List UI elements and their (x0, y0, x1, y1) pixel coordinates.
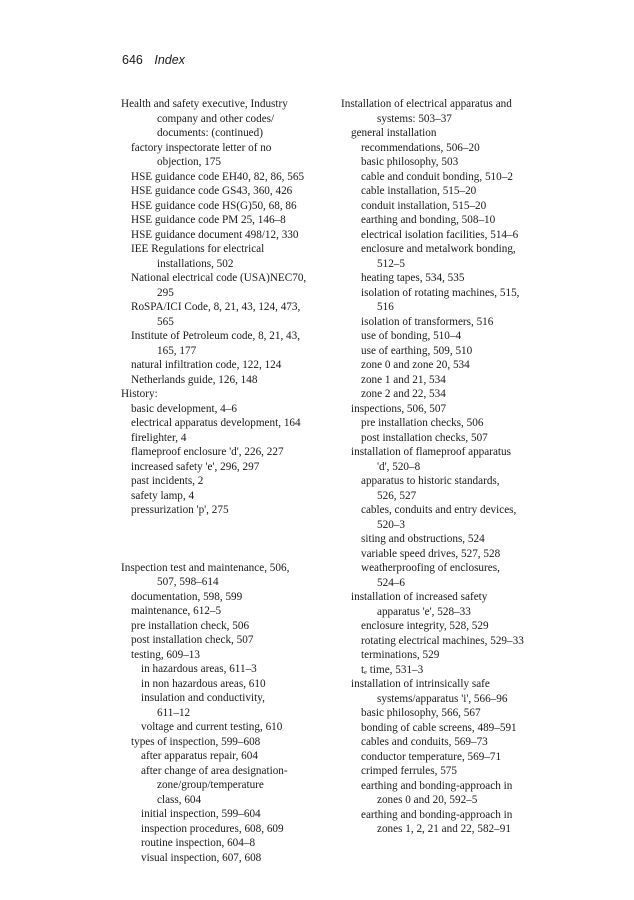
index-entry: electrical apparatus development, 164 (131, 417, 301, 429)
index-entry: tₑ time, 531–3 (361, 663, 424, 676)
index-entry: post installation checks, 507 (361, 431, 488, 444)
index-entry: Institute of Petroleum code, 8, 21, 43, (131, 330, 301, 342)
index-entry: flameproof enclosure 'd', 226, 227 (131, 446, 284, 458)
index-entry: weatherproofing of enclosures, (361, 562, 500, 574)
index-entry: objection, 175 (157, 156, 222, 168)
index-entry: inspections, 506, 507 (351, 402, 447, 415)
index-entry: basic development, 4–6 (131, 402, 237, 415)
index-entry: increased safety 'e', 296, 297 (131, 460, 260, 473)
index-entry: enclosure integrity, 528, 529 (361, 620, 489, 632)
index-heading: Health and safety executive, Industry (121, 98, 288, 110)
index-entry: electrical isolation facilities, 514–6 (361, 228, 519, 241)
index-entry: conduit installation, 515–20 (361, 199, 487, 212)
index-entry: HSE guidance code EH40, 82, 86, 565 (131, 170, 305, 183)
index-entry: 611–12 (157, 706, 191, 719)
index-entry: pre installation check, 506 (131, 619, 250, 632)
index-entry: HSE guidance code GS43, 360, 426 (131, 185, 293, 197)
index-entry: systems/apparatus 'i', 566–96 (377, 692, 508, 705)
page-title: Index (154, 53, 185, 67)
index-entry: isolation of rotating machines, 515, (361, 286, 520, 299)
index-entry: variable speed drives, 527, 528 (361, 547, 501, 560)
index-entry: past incidents, 2 (131, 475, 204, 487)
index-entry: siting and obstructions, 524 (361, 533, 485, 545)
index-entry: pre installation checks, 506 (361, 417, 484, 429)
index-entry: basic philosophy, 503 (361, 156, 459, 168)
index-entry: initial inspection, 599–604 (141, 808, 261, 820)
index-entry: 524–6 (377, 576, 405, 589)
index-entry: cable and conduit bonding, 510–2 (361, 170, 513, 183)
index-entry: installation of flameproof apparatus (351, 446, 511, 458)
index-entry: installation of increased safety (351, 591, 488, 603)
index-entry: after apparatus repair, 604 (141, 750, 258, 762)
index-entry: insulation and conductivity, (141, 692, 265, 704)
index-entry: pressurization 'p', 275 (131, 504, 229, 516)
index-entry: HSE guidance code HS(G)50, 68, 86 (131, 199, 297, 212)
index-entry: zones 0 and 20, 592–5 (377, 794, 478, 806)
index-entry: isolation of transformers, 516 (361, 315, 494, 328)
index-entry: voltage and current testing, 610 (141, 721, 283, 733)
index-entry: 526, 527 (377, 489, 417, 502)
index-entry: 516 (377, 301, 394, 313)
index-entry: terminations, 529 (361, 649, 440, 661)
index-entry: conductor temperature, 569–71 (361, 750, 502, 763)
index-entry: post installation check, 507 (131, 634, 254, 646)
index-entry: firelighter, 4 (131, 431, 187, 444)
section-gap (121, 518, 306, 561)
index-entry: cables and conduits, 569–73 (361, 736, 488, 748)
index-entry: zone 0 and zone 20, 534 (361, 359, 470, 371)
index-entry: installations, 502 (157, 257, 234, 270)
index-entry: installation of intrinsically safe (351, 678, 490, 690)
page-number: 646 (122, 53, 143, 67)
index-entry: 165, 177 (157, 344, 197, 357)
index-entry: zone 2 and 22, 534 (361, 388, 446, 400)
index-entry: use of earthing, 509, 510 (361, 344, 473, 357)
index-entry: after change of area designation- (141, 764, 288, 777)
index-entry: heating tapes, 534, 535 (361, 272, 465, 284)
index-entry: 507, 598–614 (157, 576, 219, 588)
index-entry: visual inspection, 607, 608 (141, 851, 262, 864)
index-entry: 565 (157, 315, 174, 328)
index-entry: earthing and bonding-approach in (361, 808, 513, 821)
index-entry: Netherlands guide, 126, 148 (131, 373, 258, 386)
index-entry: National electrical code (USA)NEC70, (131, 272, 307, 284)
index-entry: RoSPA/ICI Code, 8, 21, 43, 124, 473, (131, 301, 301, 313)
index-entry: cable installation, 515–20 (361, 185, 477, 197)
index-entry: in non hazardous areas, 610 (141, 677, 266, 690)
index-entry: documents: (continued) (157, 127, 263, 139)
index-entry: enclosure and metalwork bonding, (361, 243, 516, 255)
index-entry: natural infiltration code, 122, 124 (131, 359, 282, 371)
index-entry: maintenance, 612–5 (131, 605, 222, 617)
index-entry: inspection procedures, 608, 609 (141, 822, 284, 835)
index-entry: zone/group/temperature (157, 779, 264, 791)
index-entry: HSE guidance code PM 25, 146–8 (131, 214, 286, 226)
index-entry: safety lamp, 4 (131, 489, 195, 502)
index-entry: cables, conduits and entry devices, (361, 504, 517, 516)
index-entry: zone 1 and 21, 534 (361, 373, 446, 386)
index-entry: zones 1, 2, 21 and 22, 582–91 (377, 823, 511, 835)
index-entry: 'd', 520–8 (377, 460, 421, 473)
index-entry: apparatus 'e', 528–33 (377, 605, 471, 618)
index-entry: class, 604 (157, 793, 202, 806)
index-heading: Inspection test and maintenance, 506, (121, 561, 290, 574)
index-entry: in hazardous areas, 611–3 (141, 663, 257, 675)
index-entry: HSE guidance document 498/12, 330 (131, 228, 299, 241)
index-column-left (121, 97, 306, 865)
index-entry: crimped ferrules, 575 (361, 765, 457, 777)
page-header (122, 53, 185, 67)
index-entry: 295 (157, 286, 174, 299)
index-entry: documentation, 598, 599 (131, 590, 243, 603)
index-entry: factory inspectorate letter of no (131, 141, 272, 154)
index-entry: 512–5 (377, 257, 405, 270)
index-entry: company and other codes/ (157, 112, 275, 125)
index-entry: testing, 609–13 (131, 648, 200, 661)
index-heading: Installation of electrical apparatus and (341, 98, 512, 110)
index-entry: basic philosophy, 566, 567 (361, 707, 481, 719)
index-entry: rotating electrical machines, 529–33 (361, 634, 524, 647)
index-heading: History: (121, 388, 158, 400)
index-entry: types of inspection, 599–608 (131, 735, 261, 748)
index-entry: earthing and bonding-approach in (361, 779, 513, 792)
index-entry: recommendations, 506–20 (361, 141, 480, 154)
index-entry: routine inspection, 604–8 (141, 837, 256, 849)
index-entry: 520–3 (377, 518, 405, 531)
index-entry: earthing and bonding, 508–10 (361, 214, 496, 226)
index-entry: use of bonding, 510–4 (361, 330, 462, 342)
index-entry: IEE Regulations for electrical (131, 243, 265, 255)
index-column-right (341, 97, 524, 837)
index-entry: general installation (351, 127, 437, 139)
index-entry: apparatus to historic standards, (361, 475, 500, 487)
index-entry: bonding of cable screens, 489–591 (361, 721, 517, 734)
index-entry: systems: 503–37 (377, 112, 452, 125)
